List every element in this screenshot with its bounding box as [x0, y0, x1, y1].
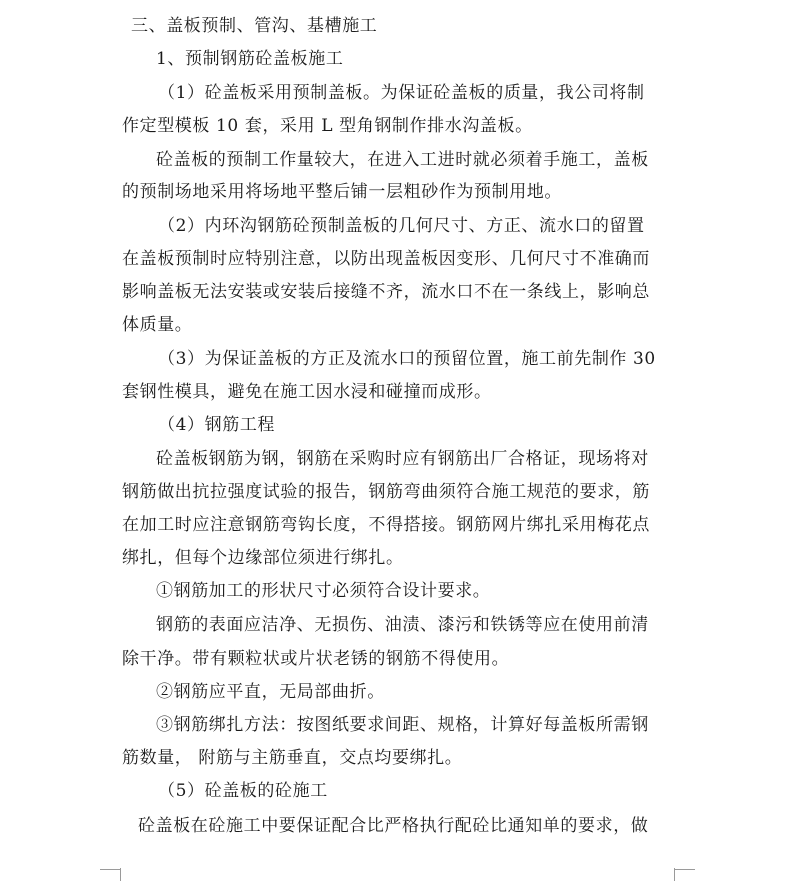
paragraph-line: 的预制场地采用将场地平整后铺一层粗砂作为预制用地。: [122, 182, 562, 202]
paragraph-line: 钢筋的表面应洁净、无损伤、油渍、漆污和铁锈等应在使用前清: [156, 615, 649, 635]
paragraph-line: （3）为保证盖板的方正及流水口的预留位置，施工前先制作 30: [158, 349, 656, 369]
paragraph-line: 筋数量， 附筋与主筋垂直，交点均要绑扎。: [122, 748, 463, 768]
paragraph-line: ②钢筋应平直，无局部曲折。: [156, 682, 385, 702]
paragraph-line: 砼盖板在砼施工中要保证配合比严格执行配砼比通知单的要求，做: [138, 816, 649, 836]
paragraph-line: 砼盖板的预制工作量较大，在进入工进时就必须着手施工，盖板: [156, 150, 649, 170]
crop-mark-left-horizontal: [100, 869, 120, 870]
subsection-heading: 1、预制钢筋砼盖板施工: [156, 49, 344, 69]
paragraph-line: 除干净。带有颗粒状或片状老锈的钢筋不得使用。: [122, 649, 510, 669]
paragraph-line: ③钢筋绑扎方法：按图纸要求间距、规格，计算好每盖板所需钢: [156, 715, 649, 735]
paragraph-line: ①钢筋加工的形状尺寸必须符合设计要求。: [156, 581, 491, 601]
paragraph-line: 在盖板预制时应特别注意，以防出现盖板因变形、几何尺寸不准确而: [122, 249, 650, 269]
subsection-heading: （4）钢筋工程: [158, 415, 276, 435]
crop-mark-right-horizontal: [675, 869, 695, 870]
paragraph-line: 钢筋做出抗拉强度试验的报告，钢筋弯曲须符合施工规范的要求，筋: [122, 482, 650, 502]
paragraph-line: 砼盖板钢筋为钢，钢筋在采购时应有钢筋出厂合格证，现场将对: [156, 449, 649, 469]
paragraph-line: 作定型模板 10 套，采用 L 型角钢制作排水沟盖板。: [122, 116, 533, 136]
paragraph-line: 影响盖板无法安装或安装后接缝不齐，流水口不在一条线上，影响总: [122, 282, 650, 302]
paragraph-line: 在加工时应注意钢筋弯钩长度，不得搭接。钢筋网片绑扎采用梅花点: [122, 515, 650, 535]
crop-mark-left-vertical: [120, 868, 121, 881]
subsection-heading: （5）砼盖板的砼施工: [158, 781, 328, 801]
paragraph-line: 套钢性模具，避免在施工因水浸和碰撞而成形。: [122, 382, 492, 402]
paragraph-line: 体质量。: [122, 315, 193, 335]
paragraph-line: 绑扎，但每个边缘部位须进行绑扎。: [122, 548, 404, 568]
section-heading: 三、盖板预制、管沟、基槽施工: [131, 16, 378, 36]
paragraph-line: （2）内环沟钢筋砼预制盖板的几何尺寸、方正、流水口的留置: [158, 216, 645, 236]
paragraph-line: （1）砼盖板采用预制盖板。为保证砼盖板的质量，我公司将制: [158, 83, 645, 103]
